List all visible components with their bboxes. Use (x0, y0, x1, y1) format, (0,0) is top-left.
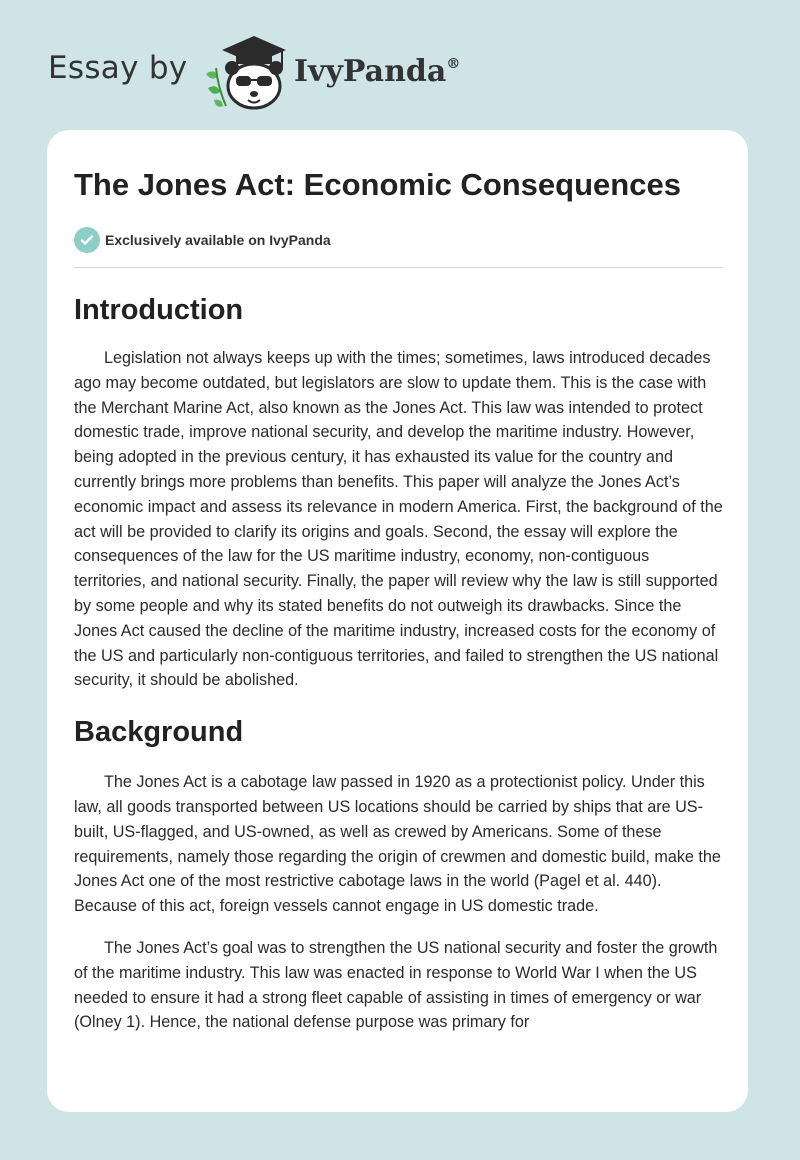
section-heading-introduction: Introduction (74, 294, 244, 326)
paragraph: Legislation not always keeps up with the times; sometimes, laws introduced decades ago may become outdated, but legislators are slow to update them. This is the case with the Merchant Marine Act, also known as the Jones Act. This law was intended to protect domestic trade, improve national security, and develop the maritime industry. However, being adopted in the previous century, it has exhausted its value for the country and currently brings more problems than benefits. This paper will analyze the Jones Act’s economic impact and assess its relevance in modern America. First, the background of the act will be provided to clarify its origins and goals. Second, the essay will explore the consequences of the law for the US maritime industry, economy, non-contiguous territories, and national security. Finally, the paper will review why the law is still supported by some people and why its stated benefits do not outweigh its drawbacks. Since the Jones Act caused the decline of the maritime industry, increased costs for the economy of the US and particularly non-contiguous territories, and failed to strengthen the US national security, it should be abolished. (74, 349, 723, 690)
brand-name: IvyPanda (294, 54, 447, 89)
registered-mark: ® (446, 56, 461, 72)
panda-logo-icon (202, 34, 294, 112)
paragraph: The Jones Act is a cabotage law passed in 1920 as a protectionist policy. Under this law, all goods transported between US locations should be carried by ships that are US-built, US-flagged, and US-owned, as well as crewed by Americans. Some of these requirements, namely those regarding the origin of crewmen and domestic build, make the Jones Act one of the most restrictive cabotage laws in the world (Pagel et al. 440). Because of this act, foreign vessels cannot engage in US domestic trade. (74, 773, 721, 916)
exclusive-badge-label: Exclusively available on IvyPanda (105, 232, 331, 248)
page-title: The Jones Act: Economic Consequences (74, 167, 681, 202)
ivypanda-brand[interactable] (294, 54, 460, 89)
checkmark-icon (74, 227, 100, 253)
essay-content (74, 130, 723, 1035)
site-header (48, 30, 748, 110)
divider (74, 267, 723, 268)
exclusive-badge (74, 226, 723, 254)
section-heading-background: Background (74, 716, 244, 749)
essay-by-label: Essay by (48, 50, 188, 86)
paragraph: The Jones Act’s goal was to strengthen the US national security and foster the growth of the maritime industry. This law was enacted in response to World War I when the US needed to ensure it had a strong fleet capable of assisting in times of emergency or war (Olney 1). Hence, the national defense purpose was primary for (74, 938, 718, 1032)
essay-card (47, 130, 748, 1112)
